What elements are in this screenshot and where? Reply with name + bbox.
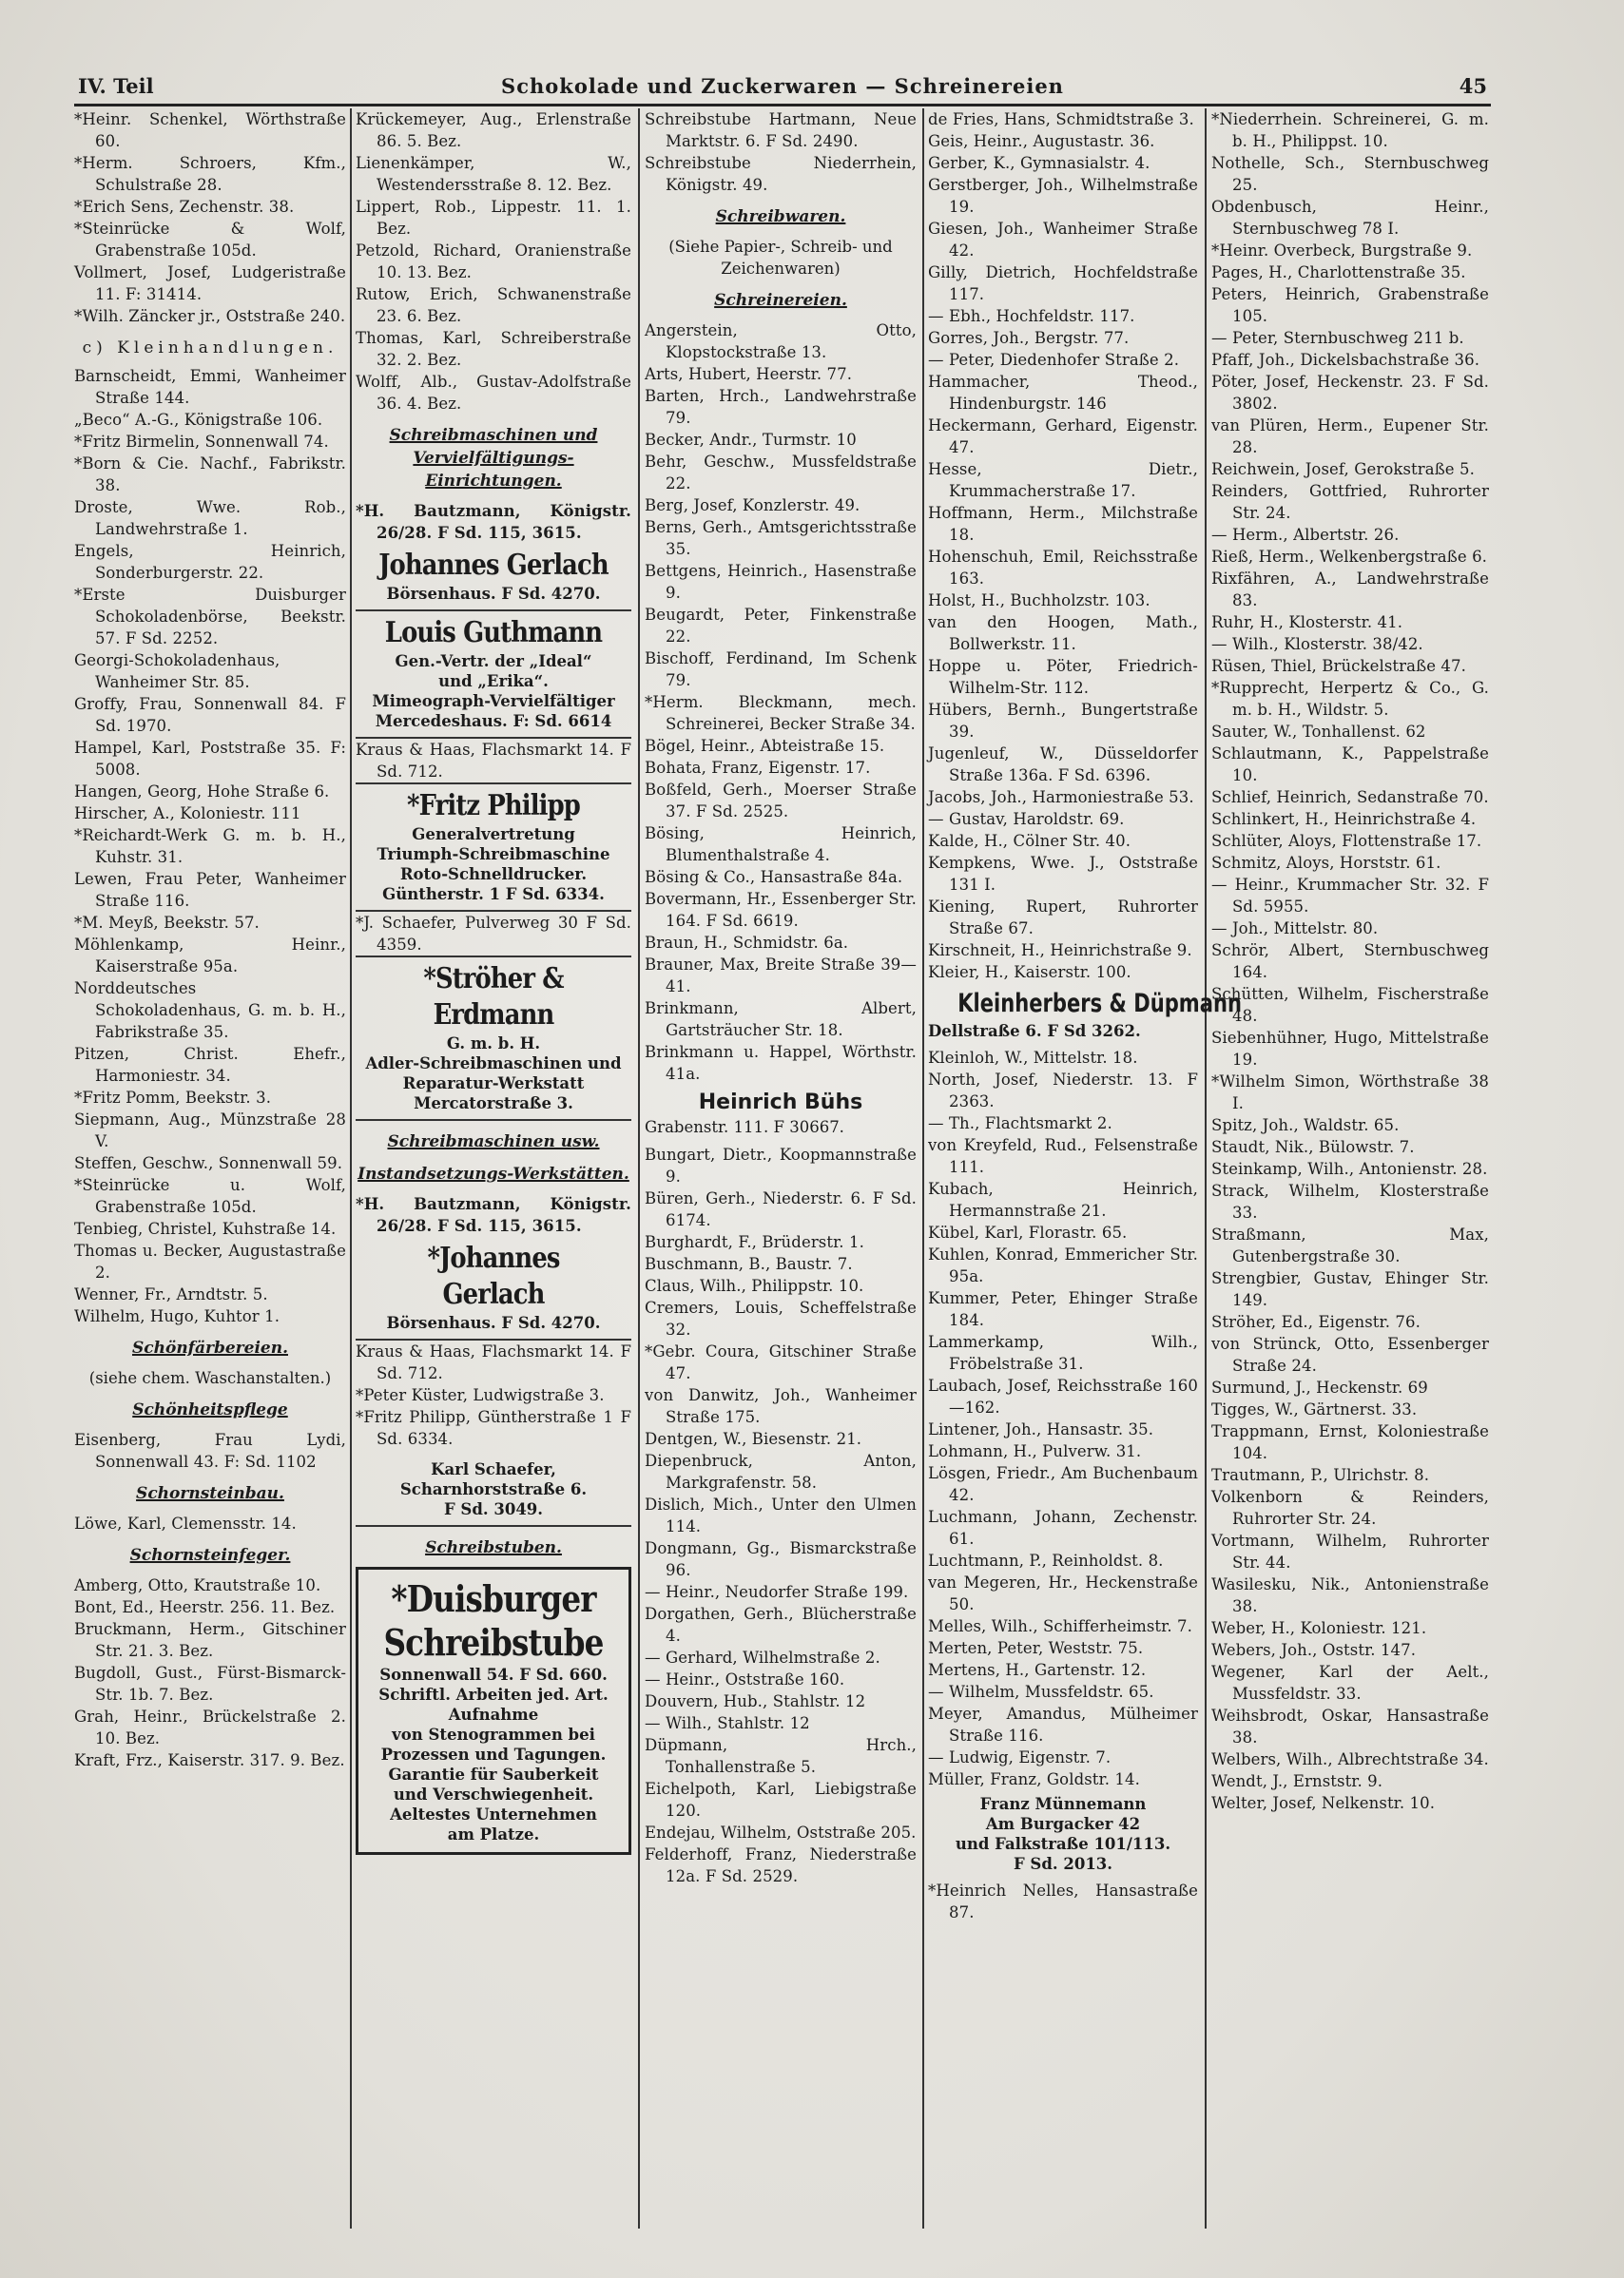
directory-entry: Georgi-Schokoladenhaus, Wanheimer Str. 85. bbox=[74, 651, 280, 691]
advertisement-gerlach bbox=[356, 1237, 631, 1341]
column-divider bbox=[638, 108, 640, 2229]
directory-entry: Kuhlen, Konrad, Emmericher Str. 95a. bbox=[928, 1245, 1198, 1285]
directory-entry: Bugdoll, Gust., Fürst-Bismarck-Str. 1b. 7. Bez. bbox=[74, 1664, 346, 1704]
directory-entry: Kraus & Haas, Flachsmarkt 14. F Sd. 712. bbox=[356, 741, 631, 781]
directory-entry: Trautmann, P., Ulrichstr. 8. bbox=[1211, 1466, 1430, 1484]
column-divider bbox=[350, 108, 352, 2229]
directory-entry: Lienenkämper, W., Westendersstraße 8. 12. Bez. bbox=[356, 154, 631, 194]
ad-line: F Sd. 2013. bbox=[1013, 1855, 1113, 1873]
directory-entry: Gorres, Joh., Bergstr. 77. bbox=[928, 329, 1130, 347]
ad-line: und Falkstraße 101/113. bbox=[955, 1835, 1171, 1853]
column-divider bbox=[1205, 108, 1207, 2229]
page-title: Schokolade und Zuckerwaren — Schreinereien bbox=[501, 74, 1064, 98]
advertiser-name: Johannes Gerlach bbox=[378, 549, 609, 582]
directory-entry: Pages, H., Charlottenstraße 35. bbox=[1211, 263, 1466, 281]
directory-entry: Bösing & Co., Hansastraße 84a. bbox=[645, 868, 903, 886]
ad-line: Am Burgacker 42 bbox=[985, 1815, 1141, 1833]
directory-entry: Wenner, Fr., Arndtstr. 5. bbox=[74, 1285, 268, 1303]
directory-entry: Kübel, Karl, Florastr. 65. bbox=[928, 1224, 1128, 1242]
column-5 bbox=[1211, 108, 1489, 2229]
advertisement-kleinherbers bbox=[928, 983, 1242, 1047]
directory-entry: *Herm. Bleckmann, mech. Schreinerei, Becker Straße 34. bbox=[645, 693, 917, 733]
directory-entry: von Danwitz, Joh., Wanheimer Straße 175. bbox=[645, 1386, 917, 1426]
directory-entry: Endejau, Wilhelm, Oststraße 205. bbox=[645, 1824, 917, 1842]
advertiser-name: *Fritz Philipp bbox=[407, 789, 580, 822]
directory-entry: Dongmann, Gg., Bismarckstraße 96. bbox=[645, 1539, 917, 1579]
advertisement-schaefer bbox=[356, 1450, 631, 1527]
directory-entry: North, Josef, Niederstr. 13. F 2363. bbox=[928, 1071, 1198, 1110]
ad-line: Triumph-Schreibmaschine bbox=[377, 845, 610, 863]
directory-entry: Luchtmann, P., Reinholdst. 8. bbox=[928, 1552, 1164, 1570]
column-4 bbox=[928, 108, 1242, 2229]
entry-list bbox=[928, 1880, 1198, 1923]
advertiser-name: Heinrich Bühs bbox=[698, 1091, 863, 1114]
ad-line: G. m. b. H. bbox=[446, 1034, 541, 1052]
cross-reference-note: (Siehe Papier-, Schreib- und Zeichenwaren) bbox=[668, 238, 893, 278]
entry-list bbox=[645, 319, 917, 1085]
directory-entry: Hoppe u. Pöter, Friedrich-Wilhelm-Str. 112. bbox=[928, 657, 1198, 697]
directory-entry: Welbers, Wilh., Albrechtstraße 34. bbox=[1211, 1750, 1489, 1768]
directory-entry: Thomas u. Becker, Augustastraße 2. bbox=[74, 1242, 346, 1282]
directory-entry: Bösing, Heinrich, Blumenthalstraße 4. bbox=[645, 824, 917, 864]
directory-entry: Douvern, Hub., Stahlstr. 12 bbox=[645, 1692, 866, 1710]
directory-entry: *Fritz Pomm, Beekstr. 3. bbox=[74, 1089, 272, 1107]
directory-entry: — Herm., Albertstr. 26. bbox=[1211, 526, 1400, 544]
advertisement-guthmann bbox=[356, 611, 631, 739]
directory-entry: Lippert, Rob., Lippestr. 11. 1. Bez. bbox=[356, 198, 631, 238]
directory-entry: Wilhelm, Hugo, Kuhtor 1. bbox=[74, 1307, 280, 1325]
directory-entry: Beugardt, Peter, Finkenstraße 22. bbox=[645, 606, 917, 646]
directory-entry: Gilly, Dietrich, Hochfeldstraße 117. bbox=[928, 263, 1198, 303]
directory-entry: *Gebr. Coura, Gitschiner Straße 47. bbox=[645, 1342, 917, 1382]
directory-entry: Gerber, K., Gymnasialstr. 4. bbox=[928, 154, 1150, 172]
directory-entry: Müller, Franz, Goldstr. 14. bbox=[928, 1770, 1140, 1788]
directory-entry: Boßfeld, Gerh., Moerser Straße 37. F Sd. 2525. bbox=[645, 781, 917, 820]
ad-line: Scharnhorststraße 6. bbox=[399, 1480, 588, 1498]
directory-entry: Schlinkert, H., Heinrichstraße 4. bbox=[1211, 810, 1477, 828]
directory-entry: Kalde, H., Cölner Str. 40. bbox=[928, 832, 1131, 850]
ad-line: Güntherstr. 1 F Sd. 6334. bbox=[382, 885, 605, 903]
section-heading: Schornsteinfeger. bbox=[129, 1546, 291, 1565]
advertiser-address: Börsenhaus. F Sd. 4270. bbox=[386, 1314, 601, 1332]
directory-entry: Droste, Wwe. Rob., Landwehrstraße 1. bbox=[74, 498, 346, 538]
directory-entry: Eisenberg, Frau Lydi, Sonnenwall 43. F: Sd. 1102 bbox=[74, 1431, 346, 1471]
directory-entry: Bohata, Franz, Eigenstr. 17. bbox=[645, 759, 871, 777]
advertisement-philipp bbox=[356, 782, 631, 912]
header-rule bbox=[74, 104, 1491, 106]
ad-line: Reparatur-Werkstatt bbox=[402, 1074, 585, 1092]
directory-entry: Schmitz, Aloys, Horststr. 61. bbox=[1211, 854, 1441, 872]
directory-entry: Kraus & Haas, Flachsmarkt 14. F Sd. 712. bbox=[356, 1342, 631, 1382]
directory-entry: Schütten, Wilhelm, Fischerstraße 48. bbox=[1211, 985, 1489, 1025]
directory-entry: *H. Bautzmann, Königstr. 26/28. F Sd. 115, 3615. bbox=[356, 502, 631, 542]
directory-entry: Lewen, Frau Peter, Wanheimer Straße 116. bbox=[74, 870, 346, 910]
directory-entry: Wasilesku, Nik., Antonienstraße 38. bbox=[1211, 1575, 1489, 1615]
directory-entry: Behr, Geschw., Mussfeldstraße 22. bbox=[645, 453, 917, 492]
directory-entry: Möhlenkamp, Heinr., Kaiserstraße 95a. bbox=[74, 936, 346, 975]
directory-entry: — Peter, Sternbuschweg 211 b. bbox=[1211, 329, 1464, 347]
directory-entry: Petzold, Richard, Oranienstraße 10. 13. Bez. bbox=[356, 241, 631, 281]
entry-list bbox=[74, 365, 346, 1327]
directory-entry: Braun, H., Schmidstr. 6a. bbox=[645, 934, 849, 952]
directory-entry: Bischoff, Ferdinand, Im Schenk 79. bbox=[645, 649, 917, 689]
directory-entry: Webers, Joh., Oststr. 147. bbox=[1211, 1641, 1417, 1659]
directory-entry: Eichelpoth, Karl, Liebigstraße 120. bbox=[645, 1780, 917, 1820]
directory-entry: — Ebh., Hochfeldstr. 117. bbox=[928, 307, 1135, 325]
directory-entry: Dorgathen, Gerh., Blücherstraße 4. bbox=[645, 1605, 917, 1645]
entry-list bbox=[928, 108, 1198, 983]
entry-list bbox=[356, 1193, 631, 1237]
directory-entry: von Kreyfeld, Rud., Felsenstraße 111. bbox=[928, 1136, 1198, 1176]
directory-entry: Holst, H., Buchholzstr. 103. bbox=[928, 591, 1150, 609]
entry-list bbox=[356, 912, 631, 956]
advertiser-name: Schreibstube bbox=[383, 1621, 604, 1664]
directory-entry: Bögel, Heinr., Abteistraße 15. bbox=[645, 737, 885, 755]
advertiser-name: *Ströher & Erdmann bbox=[423, 962, 564, 1032]
directory-entry: Strengbier, Gustav, Ehinger Str. 149. bbox=[1211, 1269, 1489, 1309]
directory-entry: Norddeutsches Schokoladenhaus, G. m. b. H., Fabrikstraße 35. bbox=[74, 979, 346, 1041]
directory-entry: *Erich Sens, Zechenstr. 38. bbox=[74, 198, 295, 216]
directory-entry: Reichwein, Josef, Gerokstraße 5. bbox=[1211, 460, 1475, 478]
directory-entry: *Steinrücke u. Wolf, Grabenstraße 105d. bbox=[74, 1176, 346, 1216]
directory-entry: Obdenbusch, Heinr., Sternbuschweg 78 I. bbox=[1211, 198, 1489, 238]
directory-entry: Merten, Peter, Weststr. 75. bbox=[928, 1639, 1144, 1657]
ad-line: Karl Schaefer, bbox=[431, 1460, 556, 1478]
directory-entry: Hesse, Dietr., Krummacherstraße 17. bbox=[928, 460, 1198, 500]
directory-entry: Laubach, Josef, Reichsstraße 160—162. bbox=[928, 1377, 1198, 1417]
directory-entry: Schlief, Heinrich, Sedanstraße 70. bbox=[1211, 788, 1489, 806]
directory-entry: *Steinrücke & Wolf, Grabenstraße 105d. bbox=[74, 220, 346, 260]
directory-entry: Wolff, Alb., Gustav-Adolfstraße 36. 4. Bez. bbox=[356, 373, 631, 413]
directory-entry: *Born & Cie. Nachf., Fabrikstr. 38. bbox=[74, 454, 346, 494]
directory-entry: — Joh., Mittelstr. 80. bbox=[1211, 919, 1379, 937]
directory-entry: Angerstein, Otto, Klopstockstraße 13. bbox=[645, 321, 917, 361]
directory-entry: Meyer, Amandus, Mülheimer Straße 116. bbox=[928, 1705, 1198, 1745]
directory-entry: Grah, Heinr., Brückelstraße 2. 10. Bez. bbox=[74, 1708, 346, 1747]
directory-entry: Lintener, Joh., Hansastr. 35. bbox=[928, 1420, 1154, 1438]
directory-entry: von Strünck, Otto, Essenberger Straße 24. bbox=[1211, 1335, 1489, 1375]
directory-entry: Weihsbrodt, Oskar, Hansastraße 38. bbox=[1211, 1707, 1489, 1747]
directory-entry: Strack, Wilhelm, Klosterstraße 33. bbox=[1211, 1182, 1489, 1222]
directory-entry: Barnscheidt, Emmi, Wanheimer Straße 144. bbox=[74, 367, 346, 407]
directory-entry: Bruckmann, Herm., Gitschiner Str. 21. 3. Bez. bbox=[74, 1620, 346, 1660]
ad-line: Garantie für Sauberkeit bbox=[388, 1766, 599, 1784]
directory-entry: Hübers, Bernh., Bungertstraße 39. bbox=[928, 701, 1198, 741]
directory-entry: Burghardt, F., Brüderstr. 1. bbox=[645, 1233, 864, 1251]
directory-entry: Vollmert, Josef, Ludgeristraße 11. F: 31414. bbox=[74, 263, 346, 303]
advertiser-address: Dellstraße 6. F Sd 3262. bbox=[928, 1022, 1141, 1040]
directory-entry: Pitzen, Christ. Ehefr., Harmoniestr. 34. bbox=[74, 1045, 346, 1085]
section-subheading: c) Kleinhandlungen. bbox=[82, 338, 338, 357]
advertiser-address: Börsenhaus. F Sd. 4270. bbox=[386, 585, 601, 603]
advertisement-muennemann bbox=[928, 1790, 1198, 1880]
directory-entry: Kummer, Peter, Ehinger Straße 184. bbox=[928, 1289, 1198, 1329]
entry-list bbox=[356, 1341, 631, 1450]
directory-entry: Büren, Gerh., Niederstr. 6. F Sd. 6174. bbox=[645, 1189, 917, 1229]
advertisement-stroeher bbox=[356, 956, 631, 1121]
directory-entry: Reinders, Gottfried, Ruhrorter Str. 24. bbox=[1211, 482, 1489, 522]
directory-entry: Thomas, Karl, Schreiberstraße 32. 2. Bez. bbox=[356, 329, 631, 369]
directory-entry: Mertens, H., Gartenstr. 12. bbox=[928, 1661, 1147, 1679]
ad-line: Schriftl. Arbeiten jed. Art. bbox=[378, 1686, 609, 1704]
directory-entry: *M. Meyß, Beekstr. 57. bbox=[74, 914, 260, 932]
directory-entry: Steinkamp, Wilh., Antonienstr. 28. bbox=[1211, 1160, 1488, 1178]
ad-line: Franz Münnemann bbox=[979, 1795, 1147, 1813]
directory-entry: Siepmann, Aug., Münzstraße 28 V. bbox=[74, 1110, 346, 1150]
section-heading: Instandsetzungs-Werkstätten. bbox=[358, 1165, 629, 1184]
directory-entry: Surmund, J., Heckenstr. 69 bbox=[1211, 1379, 1428, 1397]
directory-entry: Tigges, W., Gärtnerst. 33. bbox=[1211, 1400, 1418, 1419]
directory-entry: Hoffmann, Herm., Milchstraße 18. bbox=[928, 504, 1198, 544]
directory-entry: Gerstberger, Joh., Wilhelmstraße 19. bbox=[928, 176, 1198, 216]
directory-entry: *H. Bautzmann, Königstr. 26/28. F Sd. 115, 3615. bbox=[356, 1195, 631, 1235]
directory-entry: Felderhoff, Franz, Niederstraße 12a. F Sd. 2529. bbox=[645, 1845, 917, 1885]
directory-entry: Peters, Heinrich, Grabenstraße 105. bbox=[1211, 285, 1489, 325]
directory-entry: Claus, Wilh., Philippstr. 10. bbox=[645, 1277, 864, 1295]
directory-entry: Jugenleuf, W., Düsseldorfer Straße 136a. F Sd. 6396. bbox=[928, 744, 1198, 784]
ad-line: Adler-Schreibmaschinen und bbox=[365, 1054, 622, 1072]
section-heading: Schreibmaschinen und Vervielfältigungs-Einrichtungen. bbox=[389, 426, 598, 491]
directory-entry: Bont, Ed., Heerstr. 256. 11. Bez. bbox=[74, 1598, 336, 1616]
advertiser-name: Louis Guthmann bbox=[384, 616, 603, 649]
directory-entry: *Heinr. Overbeck, Burgstraße 9. bbox=[1211, 241, 1473, 260]
section-heading: Schornsteinbau. bbox=[136, 1484, 284, 1503]
directory-entry: Berns, Gerh., Amtsgerichtsstraße 35. bbox=[645, 518, 917, 558]
advertiser-name: Kleinherbers & Düpmann bbox=[957, 989, 1242, 1018]
column-2 bbox=[356, 108, 631, 2229]
directory-entry: *Fritz Philipp, Güntherstraße 1 F Sd. 6334. bbox=[356, 1408, 631, 1448]
ad-line: und Verschwiegenheit. bbox=[393, 1786, 594, 1804]
directory-entry: Siebenhühner, Hugo, Mittelstraße 19. bbox=[1211, 1029, 1489, 1069]
page-header bbox=[78, 68, 1487, 103]
directory-entry: *Niederrhein. Schreinerei, G. m. b. H., Philippst. 10. bbox=[1211, 110, 1489, 150]
directory-entry: Ströher, Ed., Eigenstr. 76. bbox=[1211, 1313, 1421, 1331]
directory-entry: Amberg, Otto, Krautstraße 10. bbox=[74, 1576, 321, 1594]
directory-entry: Schlüter, Aloys, Flottenstraße 17. bbox=[1211, 832, 1482, 850]
ad-line: Generalvertretung bbox=[412, 825, 575, 843]
directory-entry: Kleinloh, W., Mittelstr. 18. bbox=[928, 1049, 1138, 1067]
directory-entry: — Heinr., Krummacher Str. 32. F Sd. 5955. bbox=[1211, 876, 1489, 916]
advertisement-buehs bbox=[645, 1085, 917, 1144]
directory-entry: — Heinr., Neudorfer Straße 199. bbox=[645, 1583, 909, 1601]
entry-list bbox=[928, 1047, 1198, 1790]
entry-list bbox=[74, 1429, 346, 1473]
directory-entry: Buschmann, B., Baustr. 7. bbox=[645, 1255, 853, 1273]
entry-list bbox=[74, 108, 346, 327]
directory-entry: Sauter, W., Tonhallenst. 62 bbox=[1211, 723, 1426, 741]
ad-line: F Sd. 3049. bbox=[443, 1500, 544, 1518]
advertisement-gerlach bbox=[356, 544, 631, 611]
directory-entry: Melles, Wilh., Schifferheimstr. 7. bbox=[928, 1617, 1192, 1635]
directory-entry: Becker, Andr., Turmstr. 10 bbox=[645, 431, 857, 449]
directory-entry: *J. Schaefer, Pulverweg 30 F Sd. 4359. bbox=[356, 914, 631, 954]
directory-entry: Kraft, Frz., Kaiserstr. 317. 9. Bez. bbox=[74, 1751, 345, 1769]
directory-entry: Hirscher, A., Koloniestr. 111 bbox=[74, 804, 301, 822]
ad-line: am Platze. bbox=[447, 1825, 540, 1844]
entry-list bbox=[74, 1574, 346, 1771]
directory-entry: *Reichardt-Werk G. m. b. H., Kuhstr. 31. bbox=[74, 826, 346, 866]
directory-entry: Schreibstube Niederrhein, Königstr. 49. bbox=[645, 154, 917, 194]
directory-entry: Hampel, Karl, Poststraße 35. F: 5008. bbox=[74, 739, 346, 779]
directory-entry: *Herm. Schroers, Kfm., Schulstraße 28. bbox=[74, 154, 346, 194]
directory-entry: Kirschneit, H., Heinrichstraße 9. bbox=[928, 941, 1192, 959]
directory-entry: Luchmann, Johann, Zechenstr. 61. bbox=[928, 1508, 1198, 1548]
ad-line: Aufnahme bbox=[448, 1706, 539, 1724]
directory-entry: Staudt, Nik., Bülowstr. 7. bbox=[1211, 1138, 1415, 1156]
ad-line: Prozessen und Tagungen. bbox=[380, 1746, 607, 1764]
directory-entry: Heckermann, Gerhard, Eigenstr. 47. bbox=[928, 416, 1198, 456]
entry-list bbox=[645, 1144, 917, 1887]
directory-entry: de Fries, Hans, Schmidtstraße 3. bbox=[928, 110, 1194, 128]
entry-list bbox=[356, 739, 631, 782]
directory-entry: Wendt, J., Ernststr. 9. bbox=[1211, 1772, 1383, 1790]
directory-entry: Bungart, Dietr., Koopmannstraße 9. bbox=[645, 1146, 917, 1186]
directory-entry: Pöter, Josef, Heckenstr. 23. F Sd. 3802. bbox=[1211, 373, 1489, 413]
directory-entry: Geis, Heinr., Augustastr. 36. bbox=[928, 132, 1155, 150]
columns bbox=[74, 108, 1489, 2229]
directory-entry: Lösgen, Friedr., Am Buchenbaum 42. bbox=[928, 1464, 1198, 1504]
directory-entry: Lammerkamp, Wilh., Fröbelstraße 31. bbox=[928, 1333, 1198, 1373]
directory-entry: „Beco“ A.-G., Königstraße 106. bbox=[74, 411, 323, 429]
directory-entry: Schlautmann, K., Pappelstraße 10. bbox=[1211, 744, 1489, 784]
section-heading: Schönfärbereien. bbox=[132, 1339, 288, 1358]
directory-entry: Nothelle, Sch., Sternbuschweg 25. bbox=[1211, 154, 1489, 194]
section-heading: Schreinereien. bbox=[714, 291, 847, 310]
directory-entry: Wegener, Karl der Aelt., Mussfeldstr. 33. bbox=[1211, 1663, 1489, 1703]
directory-entry: Rutow, Erich, Schwanenstraße 23. 6. Bez. bbox=[356, 285, 631, 325]
directory-entry: Berg, Josef, Konzlerstr. 49. bbox=[645, 496, 860, 514]
directory-entry: Kiening, Rupert, Ruhrorter Straße 67. bbox=[928, 898, 1198, 937]
directory-entry: Welter, Josef, Nelkenstr. 10. bbox=[1211, 1794, 1436, 1812]
entry-list bbox=[1211, 108, 1489, 1814]
directory-entry: Schrör, Albert, Sternbuschweg 164. bbox=[1211, 941, 1489, 981]
directory-entry: Giesen, Joh., Wanheimer Straße 42. bbox=[928, 220, 1198, 260]
directory-entry: Jacobs, Joh., Harmoniestraße 53. bbox=[928, 788, 1194, 806]
directory-entry: Brinkmann u. Happel, Wörthstr. 41a. bbox=[645, 1043, 917, 1083]
column-3 bbox=[645, 108, 917, 2229]
section-heading: Schreibmaschinen usw. bbox=[387, 1132, 600, 1151]
directory-entry: Barten, Hrch., Landwehrstraße 79. bbox=[645, 387, 917, 427]
directory-entry: Brinkmann, Albert, Gartsträucher Str. 18. bbox=[645, 999, 917, 1039]
directory-entry: — Wilhelm, Mussfeldstr. 65. bbox=[928, 1683, 1154, 1701]
ad-line: Mercedeshaus. F: Sd. 6614 bbox=[375, 712, 612, 730]
directory-entry: Krückemeyer, Aug., Erlenstraße 86. 5. Bez. bbox=[356, 110, 631, 150]
directory-entry: — Gerhard, Wilhelmstraße 2. bbox=[645, 1649, 880, 1667]
directory-entry: Pfaff, Joh., Dickelsbachstraße 36. bbox=[1211, 351, 1480, 369]
directory-entry: Kubach, Heinrich, Hermannstraße 21. bbox=[928, 1180, 1198, 1220]
directory-entry: Hohenschuh, Emil, Reichsstraße 163. bbox=[928, 548, 1198, 588]
cross-reference-note: (siehe chem. Waschanstalten.) bbox=[88, 1369, 332, 1387]
directory-entry: Rieß, Herm., Welkenbergstraße 6. bbox=[1211, 548, 1488, 566]
directory-entry: Volkenborn & Reinders, Ruhrorter Str. 24. bbox=[1211, 1488, 1489, 1528]
directory-entry: Straßmann, Max, Gutenbergstraße 30. bbox=[1211, 1226, 1489, 1265]
page-number: 45 bbox=[1459, 74, 1487, 98]
directory-entry: Düpmann, Hrch., Tonhallenstraße 5. bbox=[645, 1736, 917, 1776]
directory-entry: van Megeren, Hr., Heckenstraße 50. bbox=[928, 1573, 1198, 1613]
entry-list bbox=[356, 500, 631, 544]
directory-entry: — Th., Flachtsmarkt 2. bbox=[928, 1114, 1112, 1132]
ad-line: Roto-Schnelldrucker. bbox=[399, 865, 588, 883]
directory-entry: Rüsen, Thiel, Brückelstraße 47. bbox=[1211, 657, 1466, 675]
directory-entry: van Plüren, Herm., Eupener Str. 28. bbox=[1211, 416, 1489, 456]
directory-entry: Weber, H., Koloniestr. 121. bbox=[1211, 1619, 1427, 1637]
directory-entry: Hammacher, Theod., Hindenburgstr. 146 bbox=[928, 373, 1198, 413]
section-heading: Schönheitspflege bbox=[132, 1400, 288, 1419]
directory-entry: — Heinr., Oststraße 160. bbox=[645, 1670, 845, 1689]
directory-entry: Schreibstube Hartmann, Neue Marktstr. 6. F Sd. 2490. bbox=[645, 110, 917, 150]
directory-entry: — Wilh., Klosterstr. 38/42. bbox=[1211, 635, 1423, 653]
directory-entry: Steffen, Geschw., Sonnenwall 59. bbox=[74, 1154, 343, 1172]
entry-list bbox=[645, 108, 917, 196]
directory-entry: Bovermann, Hr., Essenberger Str. 164. F Sd. 6619. bbox=[645, 890, 917, 930]
directory-entry: Kleier, H., Kaiserstr. 100. bbox=[928, 963, 1131, 981]
column-1 bbox=[74, 108, 346, 2229]
entry-list bbox=[356, 108, 631, 415]
column-divider bbox=[922, 108, 924, 2229]
directory-entry: *Wilh. Zäncker jr., Oststraße 240. bbox=[74, 307, 346, 325]
directory-entry: Tenbieg, Christel, Kuhstraße 14. bbox=[74, 1220, 337, 1238]
directory-entry: Engels, Heinrich, Sonderburgerstr. 22. bbox=[74, 542, 346, 582]
directory-entry: *Erste Duisburger Schokoladenbörse, Beekstr. 57. F Sd. 2252. bbox=[74, 586, 346, 647]
directory-entry: Spitz, Joh., Waldstr. 65. bbox=[1211, 1116, 1400, 1134]
directory-entry: van den Hoogen, Math., Bollwerkstr. 11. bbox=[928, 613, 1198, 653]
directory-entry: Kempkens, Wwe. J., Oststraße 131 I. bbox=[928, 854, 1198, 894]
part-label: IV. Teil bbox=[78, 74, 154, 98]
ad-line: Mercatorstraße 3. bbox=[414, 1094, 573, 1112]
directory-entry: Dislich, Mich., Unter den Ulmen 114. bbox=[645, 1496, 917, 1535]
directory-entry: Löwe, Karl, Clemensstr. 14. bbox=[74, 1515, 297, 1533]
ad-line: von Stenogrammen bei bbox=[392, 1726, 595, 1744]
directory-entry: *Heinr. Schenkel, Wörthstraße 60. bbox=[74, 110, 346, 150]
ad-line: und „Erika“. bbox=[438, 672, 549, 690]
directory-entry: *Heinrich Nelles, Hansastraße 87. bbox=[928, 1882, 1198, 1921]
directory-entry: Dentgen, W., Biesenstr. 21. bbox=[645, 1430, 862, 1448]
directory-entry: Vortmann, Wilhelm, Ruhrorter Str. 44. bbox=[1211, 1532, 1489, 1572]
directory-entry: *Peter Küster, Ludwigstraße 3. bbox=[356, 1386, 605, 1404]
directory-entry: Arts, Hubert, Heerstr. 77. bbox=[645, 365, 853, 383]
directory-entry: Cremers, Louis, Scheffelstraße 32. bbox=[645, 1299, 917, 1339]
directory-entry: Ruhr, H., Klosterstr. 41. bbox=[1211, 613, 1403, 631]
directory-entry: Groffy, Frau, Sonnenwall 84. F Sd. 1970. bbox=[74, 695, 346, 735]
section-heading: Schreibwaren. bbox=[715, 207, 846, 226]
directory-entry: Lohmann, H., Pulverw. 31. bbox=[928, 1442, 1142, 1460]
directory-entry: Bettgens, Heinrich., Hasenstraße 9. bbox=[645, 562, 917, 602]
directory-entry: Diepenbruck, Anton, Markgrafenstr. 58. bbox=[645, 1452, 917, 1492]
advertisement-duisburger-schreibstube bbox=[356, 1567, 631, 1855]
directory-entry: Brauner, Max, Breite Straße 39—41. bbox=[645, 956, 917, 995]
directory-entry: Trappmann, Ernst, Koloniestraße 104. bbox=[1211, 1422, 1489, 1462]
advertiser-address: Grabenstr. 111. F 30667. bbox=[645, 1118, 844, 1136]
ad-line: Aeltestes Unternehmen bbox=[390, 1805, 597, 1824]
directory-entry: Rixfähren, A., Landwehrstraße 83. bbox=[1211, 570, 1489, 609]
advertiser-name: *Johannes Gerlach bbox=[427, 1242, 560, 1311]
ad-line: Sonnenwall 54. F Sd. 660. bbox=[379, 1666, 608, 1684]
ad-line: Gen.-Vertr. der „Ideal“ bbox=[395, 652, 592, 670]
directory-entry: *Rupprecht, Herpertz & Co., G. m. b. H., Wildstr. 5. bbox=[1211, 679, 1489, 719]
ad-line: Mimeograph-Vervielfältiger bbox=[372, 692, 615, 710]
directory-entry: *Fritz Birmelin, Sonnenwall 74. bbox=[74, 433, 329, 451]
directory-entry: — Peter, Diedenhofer Straße 2. bbox=[928, 351, 1180, 369]
directory-entry: — Ludwig, Eigenstr. 7. bbox=[928, 1748, 1112, 1766]
entry-list bbox=[74, 1513, 346, 1535]
directory-entry: — Gustav, Haroldstr. 69. bbox=[928, 810, 1125, 828]
directory-entry: Hangen, Georg, Hohe Straße 6. bbox=[74, 782, 330, 801]
advertiser-name: *Duisburger bbox=[391, 1577, 596, 1620]
directory-entry: *Wilhelm Simon, Wörthstraße 38 I. bbox=[1211, 1072, 1489, 1112]
directory-entry: — Wilh., Stahlstr. 12 bbox=[645, 1714, 810, 1732]
section-heading: Schreibstuben. bbox=[425, 1538, 562, 1557]
